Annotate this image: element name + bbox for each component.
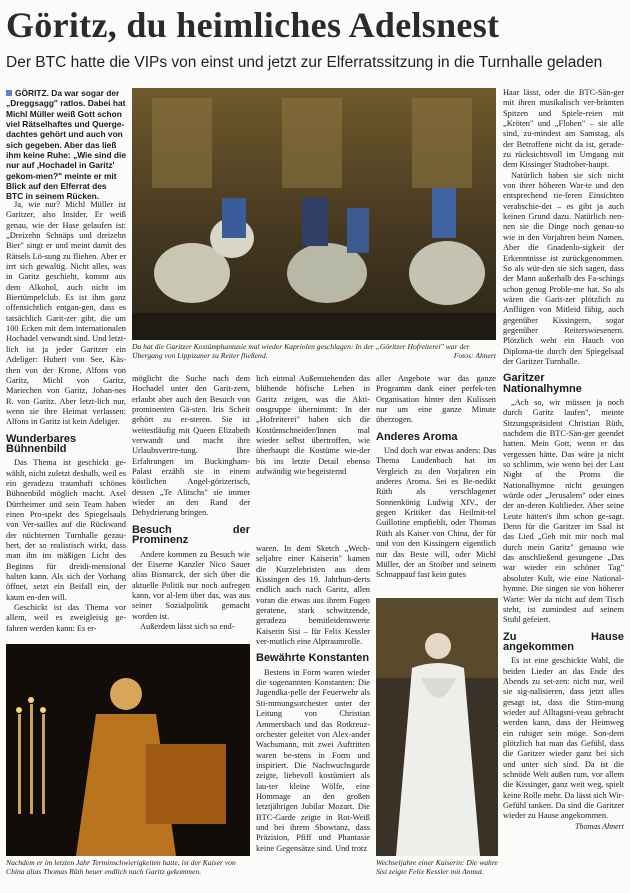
paragraph: Es ist eine geschickte Wahl, die beiden Lieder an das Ende des Abends zu set-zen: nicht nur, weil sie sig-nalisieren, dass jetzt alles gesagt ist, dass die Stim-mung wieder auf Alltagsni-veau gebracht werden kann, dass der Heimweg ein ruhiger sein möge. Son-dern plötzlich hat man das Gefühl, dass die Garitzer wieder ganz bei sich und unter sich sind. Da ist die schnöde Welt außen rum, vor allem die Kissinger, ganz weit weg, spielt keine Rolle mehr. Da lässt sich Wir-Gefühl tanken. Da sind die Garitzer wieder zu Hause angekommen.	[503, 656, 624, 821]
lead-text: Da war sogar der „Dreggsagg" ratlos. Dabei hat Michl Müller weiß Gott schon viel Rätselhaftes und Querge-dachtes gehört und auch von sich gegeben. Aber das ließ ihm keine Ruhe: „Wie sind die nur auf ‚Hochadel in Garitz' gekom-men?" meinte er mit Blick auf den Elferrat des BTC in seinem Rücken.	[6, 88, 126, 202]
photo-right	[376, 598, 498, 856]
paragraph: Haar lässt, oder die BTC-Sän-ger mit ihren musikalisch ver-brämten Spitzen und Spiele-reien mit „Kröten" und „Flohen" – sie alle sind, zu-mindest am Samstag, als der Betroffene nicht da ist, gerade-zu rücksichtsvoll im Umgang mit dem Kissinger Stadtober-haupt.	[503, 88, 624, 170]
paragraph: Geschickt ist das Thema vor allem, weil es zweigleisig ge-fahren werden kann: Es er-	[6, 603, 126, 633]
section-heading: Besuch der Prominenz	[132, 523, 250, 547]
subheadline: Der BTC hatte die VIPs von einst und jetzt zur Elferratssitzung in die Turnhalle geladen	[6, 54, 603, 71]
dateline: GÖRITZ.	[15, 88, 49, 98]
column-4	[376, 374, 496, 581]
paragraph: möglicht die Suche nach dem Hochadel unter den Garit-zern, erlaubt aber auch den Besuch von prominenten Gä-sten. Iris Scheit gehört zu er-steren. Sie ist weitestläufig mit Queen Elizabeth verwandt und macht ihre Urlaubsvertre-tung. Ihre Erfahrungen im Buckingham-Palast erzählt sie in einem köstlichen Angel-görizerisch, dessen „Te Alitschs" sie immer wieder an den Rand der Dehydrierung bringen.	[132, 374, 250, 518]
paragraph: Bestens in Form waren wieder die sogenannten Konstanten: Die Jugendka-pelle der Feuerwehr als Sti-mmungsorchester unter der Leitung von Christian Ammersbach und das Rotkreuz-orchester geleitet von Alex-ander Wachsmann, mit zwei Auftritten waren be-stens in Form und inspiriert. Die Nachwuchsgarde zeigte, liebevoll kostümiert als lau-ter kleine Wölfe, eine Hommage an den großen letztjährigen Jubilar Mozart. Die BTC-Garde zeigte in Rot-Weiß und bei ihrem Showtanz, dass Präzision, Pfiff und Phantasie keine Gegensätze sind. Und trotz	[256, 667, 370, 853]
paragraph: Und doch war etwas anders: Das Thema Laudenbach hat im Vergleich zu den Vorjahren ein anderes Aroma. Sei es Be-nedikt Rüth als verschlagener Sonnenkönig Ludwig XIV., der gegen Kritiker das Heilmit-tel Guillotine empfiehlt, oder Thomas Rüth als Kaiser von China, der für und von den Kissingern eigentlich nur das Beste will, oder Michl Müller, der an Stoiber und seinem Schnappauf fast kein gutes	[376, 446, 496, 580]
section-heading: Anderes Aroma	[376, 430, 458, 443]
headline: Göritz, du heimliches Adelsnest	[6, 5, 500, 45]
caption-text: Da hat die Garitzer Kostümphantasie mal wieder Kapriolen geschlagen: In der „Göritzer Hofreiterei" war der Übergang von Lippizaner zu Reiter fließend.	[132, 342, 470, 360]
main-photo	[132, 88, 496, 340]
section-heading: Wunderbares Bühnenbild	[6, 432, 77, 455]
paragraph: Außerdem lässt sich so end-	[140, 621, 235, 631]
paragraph: waren. In dem Sketch „Wech-seljahre einer Kaiserin" kamen die Kurzelebristen aus dem Kissingen des 19. Jahrhun-derts endlich auch nach Garitz, allen voran die etwas aus ihrem Fugen geratene, stark schwitzende, geradezu bemitleidenswerte Kaiserin Sisi – für Felix Kessler ver-mutlich eine Alptraumrolle.	[256, 544, 370, 647]
author: Thomas Ahnert	[575, 821, 624, 831]
lead	[6, 88, 126, 202]
section-heading: Zu Hause angekommen	[503, 630, 624, 653]
paragraph: Ja, wie nur? Michl Müller ist Garitzer, also Insider. Er weiß genau, wie der Hase gelaufen ist: „Dreizehn Schnäps und dreizehn Bier" singt er und meint damit des Rätsels Lö-sung zu fliehen. Aber er irrt sich gewaltig. Nicht alles, was in Garitz geschieht, kommt aus dem Alkohol, auch nicht im Biertümpelclub. Es ist ihm ganz offensichtlich entgan-gen, dass es tatsächlich Garit-zer gibt, die um 100 Ecken mit dem internationalen Hochadel verwandt sind. Und letzt-lich ist ja jeder Garitzer ein Adeliger: Hubert von See, Käs-then von der Krone, Alfons von Garitz, Michl von Garitz, Mariechen von Garitz, Johan-nes R. von Garitz. Aber letzt-lich nur, wenn sie ihre Heimat verlassen: Alfons in Garitz ist kein Adeliger.	[6, 200, 126, 427]
column-2	[132, 374, 250, 632]
paragraph: Natürlich haben sie sich nicht von ihrer höheren War-te und den entsprechend tie-feren Einsichten verabschie-det – es gibt ja auch keinen Grund dazu. Natürlich nen-nen sie die Dinge noch genau-so wie in den Vorjahren beim Namen. Aber die Gnadenlo-sigkeit der Erkenntnisse ist zurückgenommen. So als wür-den sie sich sagen, dass der Mann außerhalb des Fa-schings schon genug Proble-me hat. So als wären die Garit-zer plötzlich zu Anflügen von Mitleid fähig, auch gegenüber Kissingern, sogar gegenüber Reiterswiesenern. Plötzlich weht ein Hauch von Diploma-tie durch den Spiegelsaal der Garitzer Turnhalle.	[503, 170, 624, 366]
paragraph: Andere kommen zu Besuch wie der Eiserne Kanzler Nico Sauer alias Bismarck, der sich über die aktuelle Politik nur noch aufregen kann, vor al-lem über das, was aus seiner Sozialpolitik gemacht worden ist.	[132, 549, 250, 621]
kaiserin-image	[376, 598, 498, 856]
paragraph: aller Angebote war das ganze Programm dank einer perfek-ten Organisation hinter den Kulissen nur um eine ganze Minute überzogen.	[376, 374, 496, 425]
paragraph: Das Thema ist geschickt ge-wählt, nicht zuletzt deshalb, weil es ein geradezu traumhaft schönes Bühnenbild möglich macht. Axel Dürrheimer und sein Team haben einen Pro-spekt des Spiegelsaals von Ver-sailles auf die Rückwand der nüchternen Turnhalle gezau-bert, der so realistisch wirkt, dass man ihn im mäßigen Licht des Beginns für dreidi-mensional halten kann. Als sich der Vorhang öffnet, setzt ein Beifall ein, der kaum en-den will.	[6, 458, 126, 602]
photo-credit: Fotos: Ahnert	[453, 351, 496, 360]
section-heading: Bewährte Konstanten	[256, 652, 370, 665]
costume-stage-image	[132, 88, 496, 340]
photo-right-caption: Wechseljahre einer Kaiserin: Die wahre Sisi zeigte Felix Kessler mit Anmut.	[376, 858, 498, 876]
square-bullet-icon	[6, 90, 12, 96]
photo-left	[6, 644, 250, 856]
photo-left-caption: Nachdem er im letzten Jahr Terminschwierigkeiten hatte, ist der Kaiser von China alias Thomas Rüth heuer endlich nach Garitz gekommen.	[6, 858, 236, 876]
paragraph: lich einmal Außenstehenden das blühende höfische Leben in Garitz zeigen, was die Akti-onsgruppe übernimmt: In der „Hofreiterei" haben sich die Kostümschneider/Innen mal wieder selbst übertroffen, wie überhaupt die Kostüme wie-der bis ins letzte Detail ebenso aufwändig wie begeisternd	[256, 374, 370, 477]
paragraph: „Ach so, wir müssen ja noch durch Garitz laufen", meinte Sitzungspräsident Christian Rüth, nachdem die BTC-Sän-ger geendet hatten. Mein Gott, wenn er das vergessen hätte. Das wäre ja nicht so schlimm, wie wenn bei der Last Night of the Proms die Nationalhymne nicht gesungen würde oder „Jerusalem" oder eines der an-deren Kultlieder. Aber seine Leute hätten's ihm schon ge-sagt. Denn für die Garitzer im Saal ist das Lied „Geh mit mir noch mal durch mein Garitz" genauso wie das anschließend gesungene „Das war wieder ein schöner Tag" absoluter Kult, wie eine National-hymne. Die singen sie von höherer Warte: Wer da nicht auf dem Tisch steht, ist zumindest auf seinem Stuhl gefeiert.	[503, 397, 624, 625]
main-photo-caption	[132, 342, 496, 360]
column-3	[256, 374, 370, 477]
kaiser-image	[6, 644, 250, 856]
column-5	[503, 88, 624, 832]
section-heading: Garitzer Nationalhymne	[503, 372, 582, 395]
column-3-continued	[256, 544, 370, 854]
column-1	[6, 200, 126, 634]
